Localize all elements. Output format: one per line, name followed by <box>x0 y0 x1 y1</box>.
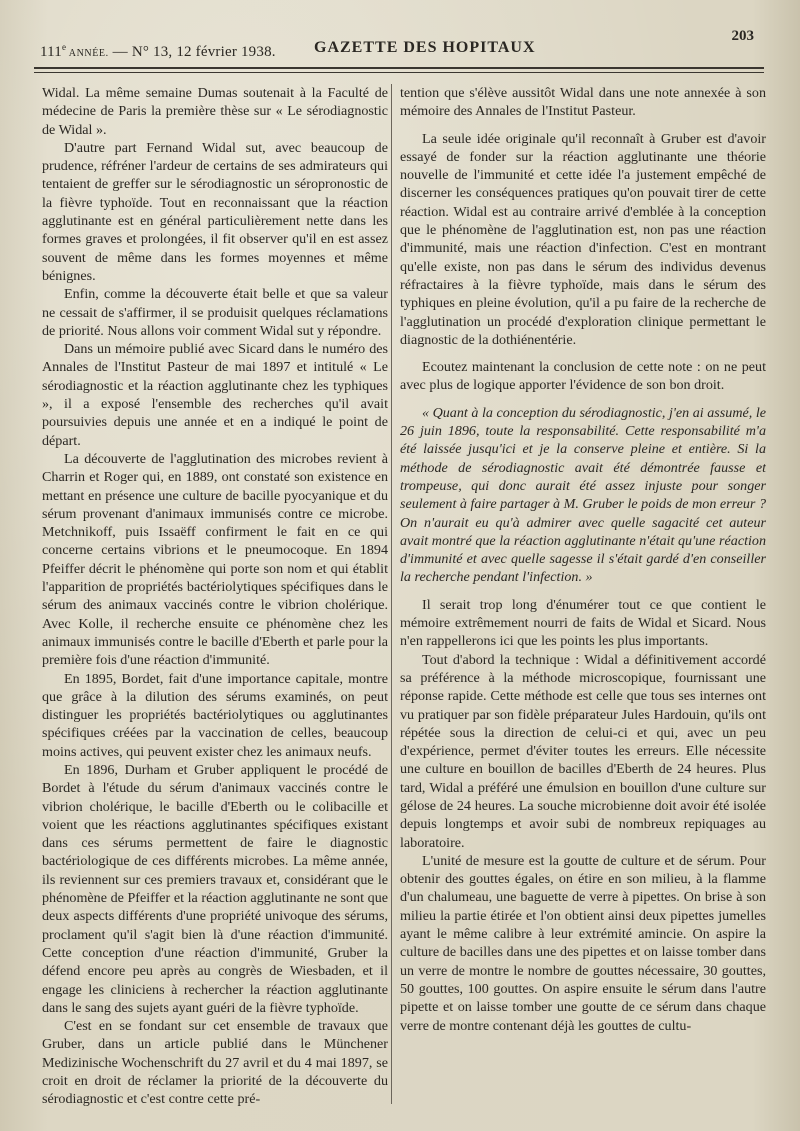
issue-info <box>40 42 276 61</box>
paragraph: Ecoutez maintenant la conclusion de cette note : on ne peut avec plus de logique apporter l'évidence de son bon droit. <box>400 359 766 394</box>
paragraph: Il serait trop long d'énumérer tout ce que contient le mémoire extrêmement nourri de faits de Widal et Sicard. Nous n'en rappellerons ici que les points les plus importants. <box>400 596 766 650</box>
issue-date: — N° 13, 12 février 1938. <box>108 44 276 60</box>
page-number: 203 <box>731 28 754 44</box>
journal-title: GAZETTE DES HOPITAUX <box>314 39 536 56</box>
paragraph: En 1895, Bordet, fait d'une importance capitale, montre que grâce à la dilution des sérums examinés, on peut distinguer les propriétés bactériolytiques ou agglutinantes spécifiques créées par la vaccination de celles, beaucoup moins actives, qui peuvent exister chez les animaux neufs. <box>42 670 388 760</box>
paragraph: La seule idée originale qu'il reconnaît à Gruber est d'avoir essayé de fonder sur la réaction agglutinante une théorie nouvelle de l'immunité et cette idée l'a justement empêché de discerner les conséquences pratiques qu'on pouvait tirer de cette réaction. Widal est au contraire arrivé d'emblée à la conception que le phénomène de l'agglutination est, non pas une réaction d'immunité, mais une réaction d'infection. C'est en montrant qu'elle existe, non pas dans le sérum des individus devenus réfractaires à la fièvre typhoïde, mais dans le sérum des typhiques en pleine évolution, qu'il a pu faire de la recherche de l'agglutination un procédé d'exploration clinique permettant le diagnostic de la dothiénentérie. <box>400 130 766 348</box>
column-divider <box>391 84 392 1104</box>
paragraph: Enfin, comme la découverte était belle et que sa valeur ne cessait de s'affirmer, il se produisit quelques réclamations de priorité. Nous allons voir comment Widal sut y répondre. <box>42 286 388 339</box>
page-header <box>34 28 764 64</box>
left-column <box>42 84 388 1114</box>
quotation: « Quant à la conception du sérodiagnostic, j'en ai assumé, le 26 juin 1896, toute la responsabilité. Cette responsabilité m'a été laissée jusqu'ici et je la conserve pleine et entière. Si la méthode de sérodiagnostic avait été démontrée fausse et trompeuse, qui donc aurait été assez injuste pour songer seulement à faire partager à M. Gruber le poids de mon erreur ? On n'aurait eu qu'à admirer avec quelle sagacité cet auteur avait montré que la réaction agglutinante n'était qu'une réaction d'immunité et avec quelle sagesse il s'était gardé d'en conseiller la recherche pendant l'infection. » <box>400 404 766 586</box>
paragraph: Widal. La même semaine Dumas soutenait à la Faculté de médecine de Paris la première thèse sur « Le sérodiagnostic de Widal ». <box>42 85 388 138</box>
volume-ordinal: e <box>62 42 67 52</box>
paragraph: Tout d'abord la technique : Widal a définitivement accordé sa préférence à la méthode microscopique, fournissant une réponse rapide. Cette méthode est celle que tous ses internes ont vu pratiquer par son fidèle préparateur Jules Hardouin, qu'ils ont répétée sous la direction de celui-ci et qui, avec un peu d'expérience, permet d'éviter toutes les erreurs. Elle nécessite une culture en bouillon de bacilles d'Eberth de 24 heures. Plus tard, Widal a préféré une émulsion en bouillon d'une culture sur gélose de 24 heures. La souche microbienne doit avoir été isolée depuis longtemps et avoir subi de nombreux repiquages au laboratoire. <box>400 651 766 851</box>
paragraph: L'unité de mesure est la goutte de culture et de sérum. Pour obtenir des gouttes égales, on étire en son milieu, à la flamme d'un chalumeau, une baguette de verre à pipettes. On brise à son milieu la partie étirée et l'on obtient ainsi deux pipettes jumelles ayant le même calibre à leur extrémité amincie. On aspire la culture de bacilles dans une des pipettes et on laisse tomber dans un verre de montre le nombre de gouttes nécessaire, 30 gouttes, 50 gouttes, 100 gouttes. On aspire ensuite le sérum dans l'autre pipette et on laisse tomber une goutte de ce sérum dans chaque verre de montre contenant déjà les gouttes de cultu- <box>400 852 766 1034</box>
volume-number: 111 <box>40 44 62 60</box>
paragraph: En 1896, Durham et Gruber appliquent le procédé de Bordet à l'étude du sérum d'animaux vaccinés contre le vibrion cholérique, le bacille d'Eberth ou le colibacille et voient que les réactions agglutinantes spécifiques existant dans ces sérums permettent de faire le diagnostic bactériologique de ces différents microbes. La même année, ils reviennent sur ces premiers travaux et, considérant que le phénomène de Pfeiffer et la réaction agglutinante ne sont que deux aspects différents d'une propriété univoque des sérums, proclament qu'il s'agit bien là d'une réaction d'immunité. Cette conception d'une réaction d'immunité, Gruber la défend encore peu après au congrès de Wiesbaden, et il engage les cliniciens à rechercher la réaction agglutinante dans le sang des sujets ayant guéri de la fièvre typhoïde. <box>42 761 388 1016</box>
paragraph: Dans un mémoire publié avec Sicard dans le numéro des Annales de l'Institut Pasteur de mai 1897 et intitulé « Le sérodiagnostic et la réaction agglutinante chez les typhiques », il a exposé l'ensemble des recherches qu'il avait poursuivies depuis une année et en a indiqué le point de départ. <box>42 341 388 449</box>
header-rule-thin <box>34 72 764 73</box>
paragraph: D'autre part Fernand Widal sut, avec beaucoup de prudence, réfréner l'ardeur de certains de ses admirateurs qui tentaient de greffer sur le sérodiagnostic un séropronostic de la fièvre typhoïde. Tout en reconnaissant que la réaction agglutinante est en général particulièrement nette dans les formes graves et prolongées, il fit observer qu'il en est assez souvent de même dans les formes moyennes et même bénignes. <box>42 139 388 284</box>
paragraph: C'est en se fondant sur cet ensemble de travaux que Gruber, dans un article publié dans le Münchener Medizinische Wochenschrift du 27 avril et du 4 mai 1897, se croit en droit de réclamer la priorité de la découverte du sérodiagnostic et c'est contre cette pré- <box>42 1018 388 1108</box>
volume-label: ANNÉE. <box>66 48 109 59</box>
header-rule-thick <box>34 67 764 69</box>
paragraph: La découverte de l'agglutination des microbes revient à Charrin et Roger qui, en 1889, ont constaté son existence en mettant en présence une culture de bacille pyocyanique et du sérum provenant d'animaux immunisés contre ce microbe. Metchnikoff, puis Issaëff confirment le fait en ce qui concerne certains vibrions et le pneumocoque. En 1894 Pfeiffer décrit le phénomène qui porte son nom et qui établit l'apparition de propriétés bactériolytiques spécifiques dans le sérum des animaux vaccinés contre le vibrion cholérique. Avec Kolle, il recherche ensuite ce phénomène chez les animaux immunisés contre le bacille d'Eberth et parle pour la première fois d'une réaction d'immunité. <box>42 450 388 669</box>
right-column <box>400 84 766 1114</box>
paragraph: tention que s'élève aussitôt Widal dans une note annexée à son mémoire des Annales de l'Institut Pasteur. <box>400 85 766 120</box>
